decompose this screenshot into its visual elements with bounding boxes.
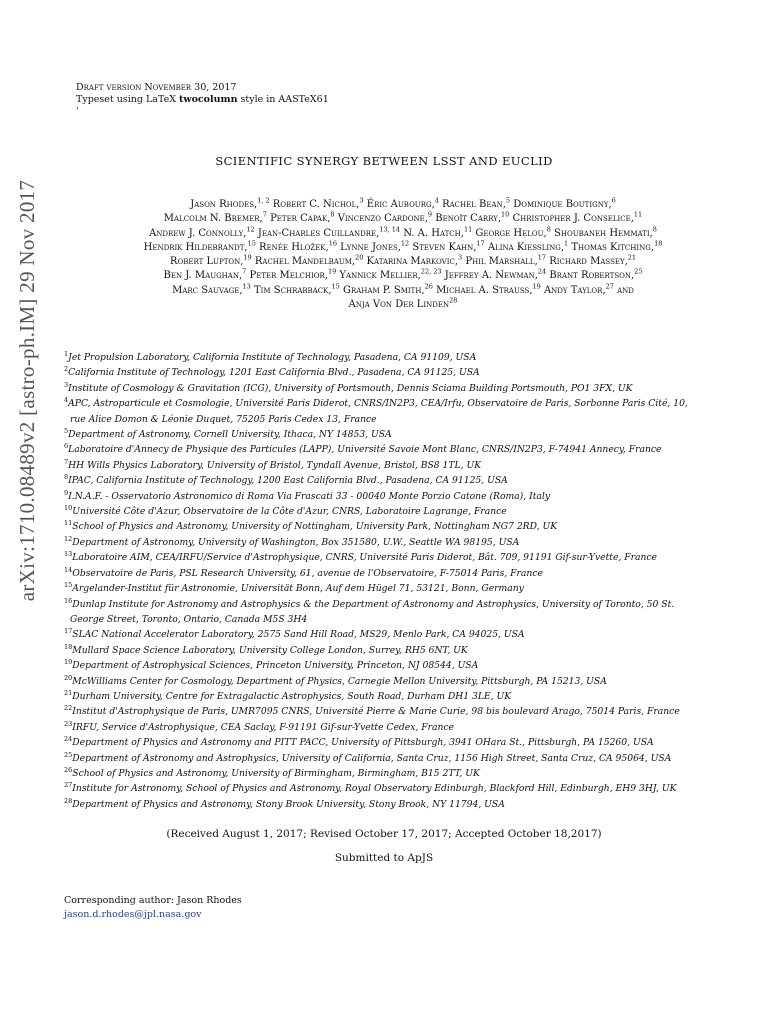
author-affil-ref: 6 <box>611 196 616 205</box>
affiliation-text: SLAC National Accelerator Laboratory, 2575 Sand Hill Road, MS29, Menlo Park, CA 94025, USA <box>72 629 525 641</box>
affiliation-number: 14 <box>64 565 73 574</box>
author-affil-ref: 16 <box>328 239 337 248</box>
affiliation-text: Université Côte d'Azur, Observatoire de la Côte d'Azur, CNRS, Laboratoire Lagrange, France <box>72 506 507 518</box>
author-name: Richard Massey, <box>546 256 628 268</box>
affiliation-number: 12 <box>64 534 73 543</box>
author-affil-ref: 7 <box>242 268 247 277</box>
author-affil-ref: 11 <box>463 225 473 234</box>
affiliation-row <box>64 751 714 766</box>
affiliation-number: 1 <box>64 349 69 358</box>
author-name: Peter Capak, <box>266 213 331 225</box>
affiliation-number: 11 <box>64 519 73 528</box>
author-name: Hendrik Hildebrandt, <box>143 241 248 253</box>
affiliation-row <box>64 674 714 689</box>
corresponding-author <box>64 894 242 922</box>
author-name: Dominique Boutigny, <box>510 199 612 210</box>
affiliation-text: HH Wills Physics Laboratory, University of Bristol, Tyndall Avenue, Bristol, BS8 1TL, UK <box>68 459 482 471</box>
author-affil-ref: 12 <box>246 225 255 234</box>
author-name: Tim Schrabback, <box>250 284 332 296</box>
author-affil-ref: 1 <box>564 239 569 248</box>
paper-title: SCIENTIFIC SYNERGY BETWEEN LSST AND EUCLID <box>215 154 553 168</box>
author-name: Rachel Bean, <box>438 199 506 210</box>
author-affil-ref: 8 <box>546 225 551 234</box>
author-line <box>70 284 736 298</box>
corresponding-author-label: Corresponding author: Jason Rhodes <box>64 895 242 906</box>
author-name: Jeffrey A. Newman, <box>441 270 538 282</box>
affiliation-text: Department of Physics and Astronomy, Stony Brook University, Stony Brook, NY 11794, USA <box>72 798 505 810</box>
affiliation-number: 3 <box>64 380 69 389</box>
affiliation-text: George Street, Toronto, Ontario, Canada M5S 3H4 <box>70 613 308 625</box>
affiliation-text: Department of Astronomy, University of Washington, Box 351580, U.W., Seattle WA 98195, USA <box>72 536 520 548</box>
affiliation-number: 28 <box>64 796 73 805</box>
affiliation-number: 21 <box>64 688 73 697</box>
affiliation-row <box>64 535 714 550</box>
affiliation-text: McWilliams Center for Cosmology, Department of Physics, Carnegie Mellon University, Pittsburgh, PA 15213, USA <box>72 675 607 687</box>
author-name: Graham P. Smith, <box>339 284 425 296</box>
affiliation-text: rue Alice Domon & Léonie Duquet, 75205 Paris Cedex 13, France <box>70 413 377 425</box>
affiliation-row <box>64 473 714 488</box>
affiliation-row <box>64 658 714 673</box>
author-affil-ref: 19 <box>532 282 541 291</box>
author-name: Benoît Carry, <box>432 213 502 225</box>
affiliation-number: 24 <box>64 735 73 744</box>
affiliation-text: Mullard Space Science Laboratory, University College London, Surrey, RH5 6NT, UK <box>72 644 468 656</box>
affiliation-row <box>64 427 714 442</box>
author-affil-ref: 20 <box>355 253 364 262</box>
affiliation-text: Department of Astronomy, Cornell University, Ithaca, NY 14853, USA <box>68 429 392 441</box>
author-affil-ref: 7 <box>262 210 267 219</box>
affiliation-number: 27 <box>64 781 73 790</box>
affiliation-number: 16 <box>64 596 73 605</box>
author-affil-ref: 9 <box>427 210 433 219</box>
affiliation-number: 22 <box>64 704 73 713</box>
author-name: Rachel Mandelbaum, <box>251 256 356 268</box>
author-name: Yannick Mellier, <box>336 270 421 282</box>
affiliation-text: Laboratoire d'Annecy de Physique des Particules (LAPP), Université Savoie Mont Blanc, CNRS/IN2P3, F-74941 Annecy, France <box>68 444 662 456</box>
author-name: Peter Melchior, <box>246 270 328 282</box>
affiliation-row <box>64 781 714 796</box>
affiliation-text: IPAC, California Institute of Technology, 1200 East California Blvd., Pasadena, CA 91125, USA <box>68 475 508 487</box>
affiliation-text: Institute of Cosmology & Gravitation (ICG), University of Portsmouth, Dennis Sciama Building Portsmouth, PO1 3FX, UK <box>68 382 633 394</box>
affiliation-row <box>64 566 714 581</box>
author-name: Jason Rhodes, <box>190 199 258 210</box>
affiliation-row <box>64 581 714 596</box>
email-link[interactable]: jason.d.rhodes@jpl.nasa.gov <box>64 909 202 920</box>
author-name: Anja Von Der Linden <box>348 299 450 311</box>
author-name: Renée Hložek, <box>255 241 329 253</box>
author-affil-ref: 10 <box>501 210 510 219</box>
author-affil-ref: 11 <box>633 210 643 219</box>
author-affil-ref: 1, 2 <box>257 196 270 205</box>
author-name: Marc Sauvage, <box>172 284 243 296</box>
typeset-line <box>76 94 329 106</box>
affiliation-number: 8 <box>64 473 69 482</box>
author-affil-ref: 17 <box>537 253 547 262</box>
affiliation-number: 5 <box>64 426 69 435</box>
latex-logo: LaTeX <box>146 94 176 105</box>
author-name: Michael A. Strauss, <box>432 284 533 296</box>
author-name: N. A. Hatch, <box>400 227 464 239</box>
affiliation-text: Durham University, Centre for Extragalactic Astrophysics, South Road, Durham DH1 3LE, UK <box>72 690 512 702</box>
affiliation-text: California Institute of Technology, 1201 East California Blvd., Pasadena, CA 91125, USA <box>68 367 480 379</box>
affiliation-row <box>64 550 714 565</box>
affiliation-number: 23 <box>64 719 73 728</box>
affiliation-row <box>64 489 714 504</box>
affiliation-text: IRFU, Service d'Astrophysique, CEA Saclay, F-91191 Gif-sur-Yvette Cedex, France <box>72 721 454 733</box>
affiliation-row <box>64 797 714 812</box>
affiliation-number: 25 <box>64 750 73 759</box>
affiliation-row <box>64 704 714 719</box>
affiliation-number: 15 <box>64 581 73 590</box>
received-dates: (Received August 1, 2017; Revised October 17, 2017; Accepted October 18,2017) <box>166 828 602 840</box>
affiliation-row <box>64 458 714 473</box>
author-name: Jean-Charles Cuillandre, <box>254 227 380 239</box>
author-affil-ref: 27 <box>605 282 614 291</box>
arxiv-id-text: arXiv:1710.08489v2 [astro-ph.IM] 29 Nov 2017 <box>15 179 40 601</box>
author-name: Ben J. Maughan, <box>163 270 243 282</box>
author-name: Shoubaneh Hemmati, <box>550 227 653 239</box>
affiliation-text: Institute for Astronomy, School of Physics and Astronomy, Royal Observatory Edinburgh, Blackford Hill, Edinburgh, EH9 3HJ, UK <box>72 783 677 795</box>
affiliation-number: 26 <box>64 765 73 774</box>
author-affil-ref: 15 <box>247 239 256 248</box>
author-name: Malcolm N. Bremer, <box>163 213 263 225</box>
affiliation-row <box>64 720 714 735</box>
author-affil-ref: 5 <box>505 196 511 205</box>
affiliation-text: APC, Astroparticule et Cosmologie, Université Paris Diderot, CNRS/IN2P3, CEA/Irfu, Observatoire de Paris, Sorbonne Paris Cité, 10, <box>68 398 688 410</box>
affiliation-row <box>64 689 714 704</box>
author-affil-ref: 25 <box>634 268 643 277</box>
affiliation-row <box>64 643 714 658</box>
affiliation-text: Argelander-Institut für Astronomie, Universität Bonn, Auf dem Hügel 71, 53121, Bonn, Germany <box>72 583 524 595</box>
author-name: Andy Taylor, <box>540 284 606 296</box>
affiliation-row <box>64 396 714 411</box>
affiliation-row <box>64 612 714 627</box>
author-affil-ref: 15 <box>331 282 340 291</box>
affiliation-number: 17 <box>64 627 73 636</box>
author-line <box>70 241 736 255</box>
author-affil-ref: 4 <box>434 196 439 205</box>
draft-header <box>76 82 329 118</box>
author-affil-ref: 8 <box>330 210 335 219</box>
affiliation-number: 9 <box>64 488 69 497</box>
author-list <box>70 198 736 312</box>
affiliation-number: 13 <box>64 550 73 559</box>
affiliation-row <box>64 350 714 365</box>
author-name: Katarina Markovic, <box>363 256 459 268</box>
author-affil-ref: 18 <box>654 239 663 248</box>
author-affil-ref: 26 <box>424 282 433 291</box>
affiliation-list <box>64 350 714 812</box>
author-name: Robert Lupton, <box>169 256 244 268</box>
affiliation-row <box>64 766 714 781</box>
author-name: Vincenzo Cardone, <box>334 213 428 225</box>
typeset-suffix: style in AASTeX61 <box>237 94 329 105</box>
draft-version: Draft version November 30, 2017 <box>76 82 237 93</box>
author-affil-ref: 3 <box>359 196 364 205</box>
header-mark: ' <box>76 107 79 117</box>
affiliation-row <box>64 442 714 457</box>
author-line <box>70 298 736 312</box>
affiliation-number: 18 <box>64 642 73 651</box>
author-affil-ref: 19 <box>327 268 337 277</box>
author-affil-ref: 17 <box>476 239 485 248</box>
author-name: Éric Aubourg, <box>363 199 435 210</box>
affiliation-row <box>64 735 714 750</box>
author-affil-ref: 19 <box>243 253 252 262</box>
affiliation-number: 20 <box>64 673 73 682</box>
author-name: George Helou, <box>472 227 547 239</box>
affiliation-text: Dunlap Institute for Astronomy and Astrophysics & the Department of Astronomy and Astrophysics, University of Toronto, 50 St. <box>72 598 675 610</box>
author-affil-ref: 13, 14 <box>379 225 401 234</box>
author-name: Alina Kiessling, <box>484 241 564 253</box>
author-affil-ref: 3 <box>458 253 463 262</box>
author-name: and <box>613 284 634 296</box>
affiliation-row <box>64 519 714 534</box>
author-name: Christopher J. Conselice, <box>509 213 634 225</box>
affiliation-text: Laboratoire AIM, CEA/IRFU/Service d'Astrophysique, CNRS, Université Paris Diderot, Bât. 709, 91191 Gif-sur-Yvette, France <box>72 552 657 564</box>
author-line <box>70 269 736 283</box>
affiliation-text: School of Physics and Astronomy, University of Birmingham, Birmingham, B15 2TT, UK <box>72 767 480 779</box>
typeset-prefix: Typeset using <box>76 94 146 105</box>
affiliation-row <box>64 412 714 427</box>
submitted-journal: Submitted to ApJS <box>334 852 434 864</box>
affiliation-row <box>64 365 714 380</box>
author-affil-ref: 13 <box>242 282 251 291</box>
affiliation-text: I.N.A.F. - Osservatorio Astronomico di Roma Via Frascati 33 - 00040 Monte Porzio Catone (Roma), Italy <box>68 490 551 502</box>
affiliation-number: 2 <box>64 365 69 374</box>
author-name: Brant Robertson, <box>546 270 635 282</box>
affiliation-text: School of Physics and Astronomy, University of Nottingham, University Park, Nottingham NG7 2RD, UK <box>72 521 558 533</box>
affiliation-text: Jet Propulsion Laboratory, California Institute of Technology, Pasadena, CA 91109, USA <box>68 352 477 363</box>
author-affil-ref: 8 <box>652 225 657 234</box>
author-name: Steven Kahn, <box>409 241 477 253</box>
affiliation-text: Institut d'Astrophysique de Paris, UMR7095 CNRS, Université Pierre & Marie Curie, 98 bis boulevard Arago, 75014 Paris, France <box>72 706 680 718</box>
typeset-bold: twocolumn <box>179 94 238 105</box>
affiliation-row <box>64 504 714 519</box>
affiliation-text: Observatoire de Paris, PSL Research University, 61, avenue de l'Observatoire, F-75014 Paris, France <box>72 567 543 579</box>
affiliation-number: 10 <box>64 504 73 512</box>
affiliation-number: 4 <box>64 396 69 405</box>
affiliation-text: Department of Astrophysical Sciences, Princeton University, Princeton, NJ 08544, USA <box>72 660 479 672</box>
affiliation-text: Department of Physics and Astronomy and PITT PACC, University of Pittsburgh, 3941 OHara St., Pittsburgh, PA 15260, USA <box>72 737 654 749</box>
author-name: Robert C. Nichol, <box>269 199 360 210</box>
author-name: Andrew J. Connolly, <box>149 227 247 239</box>
affiliation-number: 19 <box>64 658 73 667</box>
affiliation-text: Department of Astronomy and Astrophysics, University of California, Santa Cruz, 1156 High Street, Santa Cruz, CA 95064, USA <box>72 752 672 764</box>
author-affil-ref: 21 <box>627 253 637 262</box>
author-name: Thomas Kitching, <box>568 241 655 253</box>
affiliation-row <box>64 597 714 612</box>
author-affil-ref: 28 <box>449 296 458 305</box>
affiliation-row <box>64 627 714 642</box>
author-affil-ref: 12 <box>400 239 410 248</box>
author-name: Phil Marshall, <box>462 256 538 268</box>
affiliation-number: 6 <box>64 442 69 451</box>
affiliation-number: 7 <box>64 457 69 466</box>
author-affil-ref: 24 <box>537 268 547 277</box>
affiliation-row <box>64 381 714 396</box>
author-name: Lynne Jones, <box>336 241 401 253</box>
author-affil-ref: 22, 23 <box>420 268 442 277</box>
author-line <box>70 212 736 226</box>
